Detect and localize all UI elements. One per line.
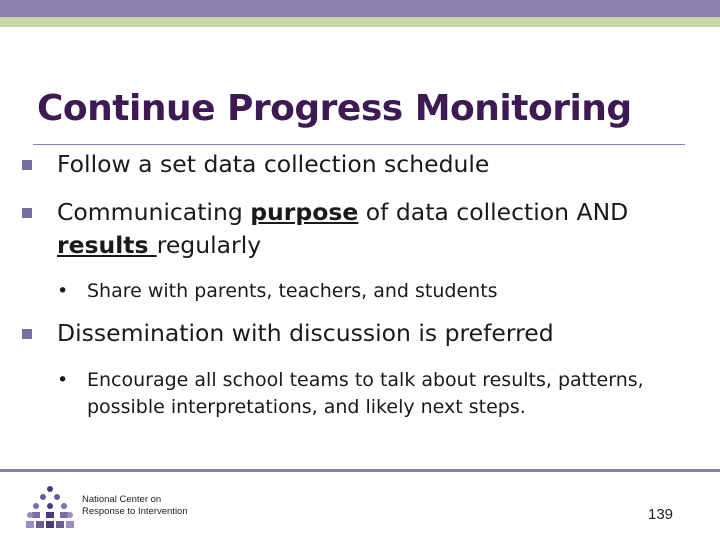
page-number: 139	[648, 506, 674, 523]
bullet-2-purpose: purpose	[250, 198, 359, 226]
square-bullet-icon	[22, 208, 32, 218]
bullet-2-pre: Communicating	[57, 198, 251, 226]
sub-bullet-3-1	[57, 367, 657, 421]
sub-bullet-3-1-text: Encourage all school teams to talk about results, patterns, possible interpretations, and likely next steps.	[87, 369, 644, 418]
sub-bullet-2-1-text: Share with parents, teachers, and students	[87, 280, 498, 302]
bullet-2-results: results	[57, 231, 157, 259]
bullet-2-mid: of data collection AND	[358, 198, 629, 226]
bullet-2	[22, 196, 697, 262]
footer-divider	[0, 469, 720, 472]
ncrti-logo-icon	[26, 485, 74, 529]
bullet-1	[22, 148, 697, 181]
slide-title: Continue Progress Monitoring	[37, 88, 632, 129]
bullet-3-text: Dissemination with discussion is preferred	[57, 319, 554, 347]
square-bullet-icon	[22, 329, 32, 339]
title-divider	[33, 144, 685, 145]
header-band-purple	[0, 0, 720, 17]
header-band-green	[0, 17, 720, 27]
org-line-1: National Center on	[82, 494, 162, 505]
bullet-2-post: regularly	[156, 231, 262, 259]
org-name	[82, 494, 188, 518]
square-bullet-icon	[22, 160, 32, 170]
dot-bullet-icon: •	[57, 369, 69, 391]
org-line-2: Response to Intervention	[82, 506, 188, 517]
bullet-3	[22, 317, 697, 350]
dot-bullet-icon: •	[57, 280, 69, 302]
bullet-2-text	[22, 196, 697, 262]
sub-bullet-2-1	[57, 278, 657, 305]
bullet-1-text: Follow a set data collection schedule	[57, 150, 490, 178]
